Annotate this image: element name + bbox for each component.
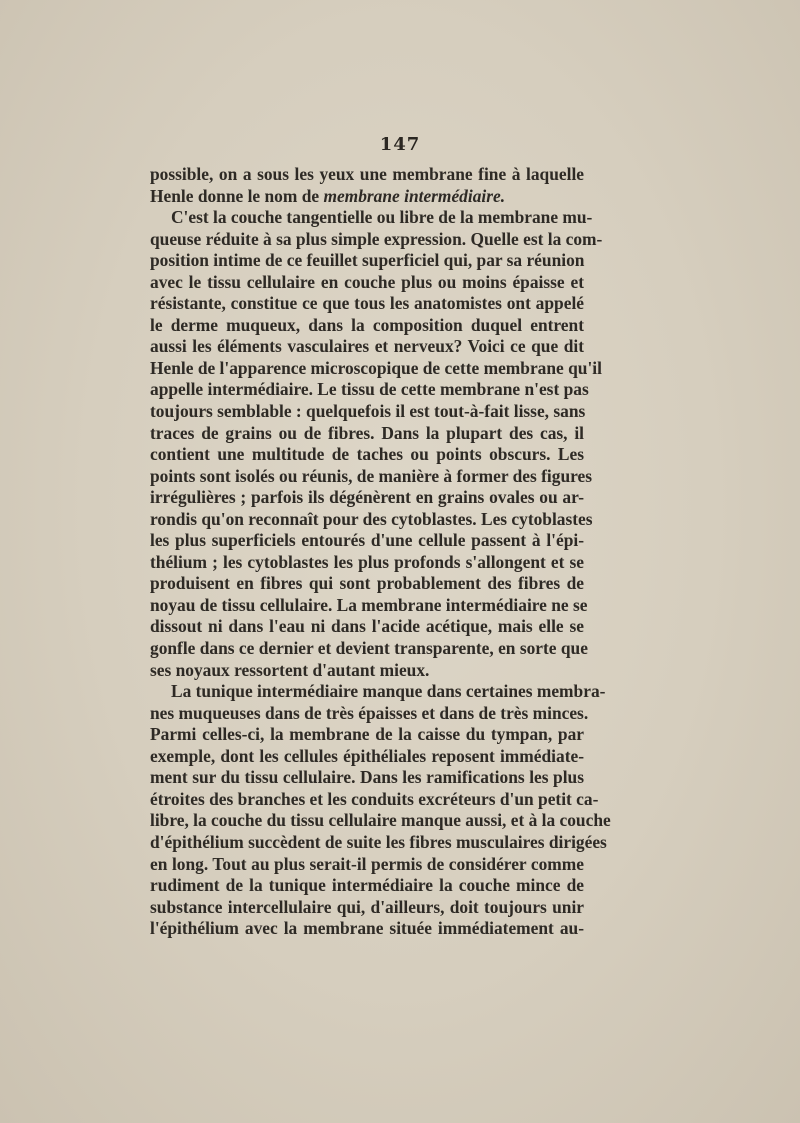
text-line: résistante, constitue ce que tous les anatomistes ont appelé: [150, 293, 584, 314]
text-line: Henle de l'apparence microscopique de cette membrane qu'il: [150, 357, 602, 378]
text-line: points sont isolés ou réunis, de manière à former des figures: [150, 465, 593, 486]
text-line: en long. Tout au plus serait-il permis de considérer comme: [150, 853, 584, 874]
text-line: d'épithélium succèdent de suite les fibres musculaires dirigées: [150, 831, 607, 852]
text-line: traces de grains ou de fibres. Dans la plupart des cas, il: [150, 422, 584, 443]
text-line: étroites des branches et les conduits excréteurs d'un petit ca-: [150, 788, 599, 809]
text-line: aussi les éléments vasculaires et nerveux? Voici ce que dit: [150, 336, 584, 357]
text-line: appelle intermédiaire. Le tissu de cette membrane n'est pas: [150, 379, 589, 400]
text-line: nes muqueuses dans de très épaisses et dans de très minces.: [150, 702, 589, 723]
italic-term: membrane intermédiaire.: [323, 185, 506, 206]
text-line: dissout ni dans l'eau ni dans l'acide acétique, mais elle se: [150, 616, 584, 637]
text-line: les plus superficiels entourés d'une cellule passent à l'épi-: [150, 530, 584, 551]
text-line: rondis qu'on reconnaît pour des cytoblastes. Les cytoblastes: [150, 508, 593, 529]
text-line: contient une multitude de taches ou points obscurs. Les: [150, 444, 584, 465]
body-text: [150, 164, 611, 940]
text-line: C'est la couche tangentielle ou libre de la membrane mu-: [171, 207, 593, 228]
text-line: avec le tissu cellulaire en couche plus ou moins épaisse et: [150, 271, 584, 292]
text-line: rudiment de la tunique intermédiaire la couche mince de: [150, 875, 584, 896]
text-line: produisent en fibres qui sont probablement des fibres de: [150, 573, 584, 594]
text-line: toujours semblable : quelquefois il est tout-à-fait lisse, sans: [150, 401, 586, 422]
text-line: le derme muqueux, dans la composition duquel entrent: [150, 314, 584, 335]
text-line: l'épithélium avec la membrane située immédiatement au-: [150, 918, 584, 939]
text-line: gonfle dans ce dernier et devient transparente, en sorte que: [150, 638, 588, 659]
text-line: ses noyaux ressortent d'autant mieux.: [150, 659, 430, 680]
text-line: possible, on a sous les yeux une membrane fine à laquelle: [150, 164, 584, 184]
text-line: La tunique intermédiaire manque dans certaines membra-: [171, 681, 606, 702]
text-line: thélium ; les cytoblastes les plus profonds s'allongent et se: [150, 551, 584, 572]
text-line: exemple, dont les cellules épithéliales reposent immédiate-: [150, 745, 584, 766]
text-line: noyau de tissu cellulaire. La membrane intermédiaire ne se: [150, 594, 588, 615]
text-line: irrégulières ; parfois ils dégénèrent en grains ovales ou ar-: [150, 487, 584, 508]
page-number: 147: [379, 134, 421, 155]
text-line: substance intercellulaire qui, d'ailleurs, doit toujours unir: [150, 896, 584, 917]
text-line-segment: Henle donne le nom de: [150, 185, 324, 206]
text-line: queuse réduite à sa plus simple expression. Quelle est la com-: [150, 228, 603, 249]
text-line: ment sur du tissu cellulaire. Dans les ramifications les plus: [150, 767, 584, 788]
text-line: [150, 186, 584, 208]
text-line: libre, la couche du tissu cellulaire manque aussi, et à la couche: [150, 810, 611, 831]
text-line: position intime de ce feuillet superficiel qui, par sa réunion: [150, 250, 585, 271]
text-line: Parmi celles-ci, la membrane de la caisse du tympan, par: [150, 724, 584, 745]
